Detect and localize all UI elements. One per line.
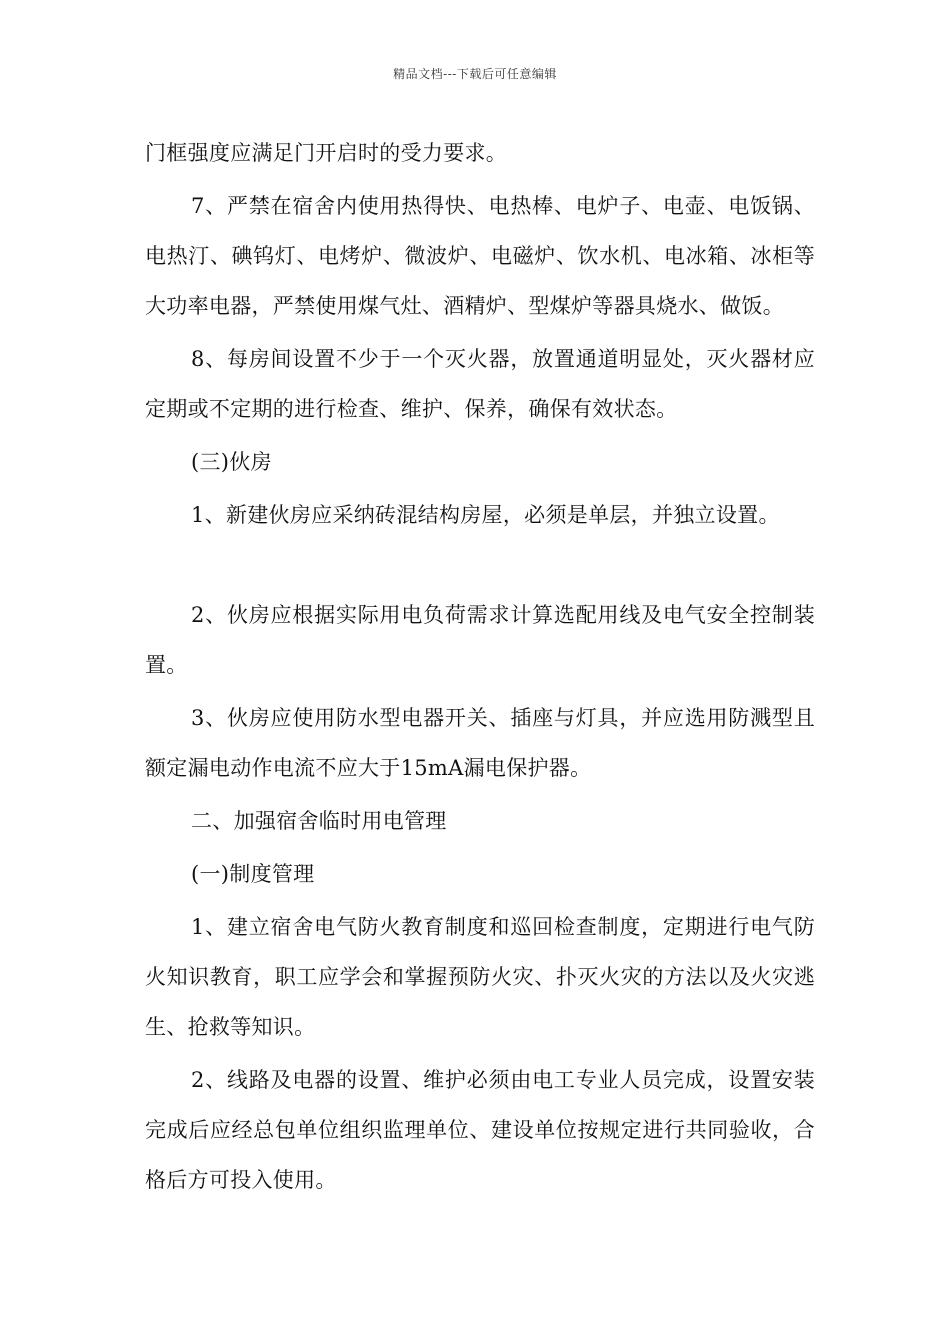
section-heading-electricity: 二、加强宿舍临时用电管理 <box>191 809 447 833</box>
page-header: 精品文档---下载后可任意编辑 <box>393 67 557 81</box>
paragraph-item-7: 7、严禁在宿舍内使用热得快、电热棒、电炉子、电壶、电饭锅、电热汀、碘钨灯、电烤炉、微波炉、电磁炉、饮水机、电冰箱、冰柜等大功率电器，严禁使用煤气灶、酒精炉、型煤炉等器具烧水、做饭。 <box>145 194 815 318</box>
paragraph-door-frame: 门框强度应满足门开启时的受力要求。 <box>145 141 508 165</box>
paragraph-kitchen-2: 2、伙房应根据实际用电负荷需求计算选配用线及电气安全控制装置。 <box>145 603 815 677</box>
paragraph-kitchen-1: 1、新建伙房应采纳砖混结构房屋，必须是单层，并独立设置。 <box>191 503 780 527</box>
section-heading-kitchen: (三)伙房 <box>191 450 272 474</box>
blank-line <box>145 543 815 590</box>
paragraph-system-2: 2、线路及电器的设置、维护必须由电工专业人员完成，设置安装完成后应经总包单位组织监理单位、建设单位按规定进行共同验收，合格后方可投入使用。 <box>145 1068 815 1192</box>
subsection-heading-system: (一)制度管理 <box>191 862 315 886</box>
paragraph-item-8: 8、每房间设置不少于一个灭火器，放置通道明显处，灭火器材应定期或不定期的进行检查、维护、保养，确保有效状态。 <box>145 347 815 421</box>
paragraph-system-1: 1、建立宿舍电气防火教育制度和巡回检查制度，定期进行电气防火知识教育，职工应学会和掌握预防火灾、扑灭火灾的方法以及火灾逃生、抢救等知识。 <box>145 915 815 1039</box>
paragraph-kitchen-3: 3、伙房应使用防水型电器开关、插座与灯具，并应选用防溅型且额定漏电动作电流不应大于15mA漏电保护器。 <box>145 706 815 780</box>
document-body <box>145 128 815 1208</box>
